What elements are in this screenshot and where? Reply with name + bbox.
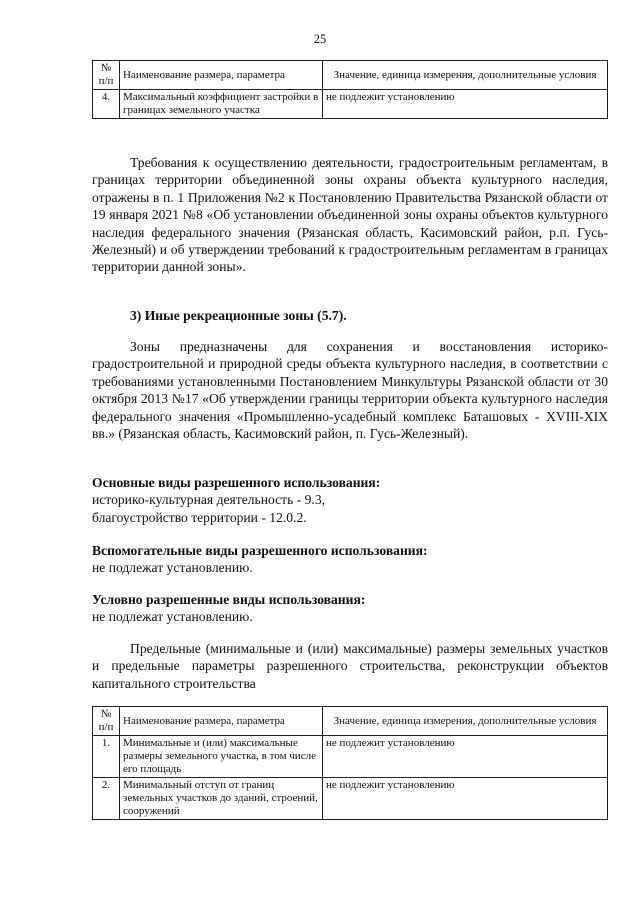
row-value: не подлежит установлению [323,736,608,778]
page-number: 25 [313,32,327,46]
table-row [93,90,608,119]
header-name: Наименование размера, параметра [120,61,323,90]
row-num: 1. [93,736,120,778]
zones-paragraph: Зоны предназначены для сохранения и восстановления историко-градостроительной и природной среды объекта культурного наследия, в соответствии с требованиями установленными Постановлением Минкультуры Рязанской области от 30 октября 2013 №17 «Об утверждении границы территории объекта культурного наследия федерального значения «Промышленно-усадебный комплекс Баташовых - XVIII-XIX вв.» (Рязанская область, Касимовский район, п. Гусь-Железный). [92,339,608,442]
main-uses-heading: Основные виды разрешенного использования: [92,475,381,490]
header-value: Значение, единица измерения, дополнительные условия [323,61,608,90]
aux-uses-heading: Вспомогательные виды разрешенного использования: [92,543,428,558]
main-uses-block [92,474,608,526]
cond-uses-block [92,591,608,626]
main-use-item: историко-культурная деятельность - 9.3, [92,492,326,508]
header-value: Значение, единица измерения, дополнительные условия [323,707,608,736]
parameters-table-bottom [92,706,608,820]
row-num: 2. [93,778,120,820]
row-value: не подлежит установлению [323,778,608,820]
table-row [93,736,608,778]
row-name: Минимальный отступ от границ земельных участков до зданий, строений, сооружений [120,778,323,820]
main-use-item: благоустройство территории - 12.0.2. [92,509,307,525]
header-num: № п/п [93,707,120,736]
heritage-paragraph: Требования к осуществлению деятельности, градостроительным регламентам, в границах территории объединенной зоны охраны объекта культурного наследия, отражены в п. 1 Приложения №2 к Постановлению Правительства Рязанской области от 19 января 2021 №8 «Об установлении объединенной зоны охраны объектов культурного наследия федерального значения (Рязанская область, Касимовский район, р.п. Гусь-Железный) и об утверждении требований к градостроительным регламентам в границах территории данной зоны». [92,155,608,275]
table-header-row [93,61,608,90]
aux-uses-text: не подлежат установлению. [92,560,253,576]
limits-paragraph: Предельные (минимальные и (или) максимальные) размеры земельных участков и предельные параметры разрешенного строительства, реконструкции объектов капитального строительства [92,641,608,691]
aux-uses-block [92,542,608,577]
section-heading: 3) Иные рекреационные зоны (5.7). [130,308,347,323]
row-name: Максимальный коэффициент застройки в границах земельного участка [120,90,323,119]
table-header-row [93,707,608,736]
header-num: № п/п [93,61,120,90]
table-row [93,778,608,820]
row-name: Минимальные и (или) максимальные размеры земельного участка, в том числе его площадь [120,736,323,778]
cond-uses-text: не подлежат установлению. [92,609,253,625]
header-name: Наименование размера, параметра [120,707,323,736]
cond-uses-heading: Условно разрешенные виды использования: [92,592,366,607]
row-value: не подлежит установлению [323,90,608,119]
parameters-table-top [92,60,608,119]
row-num: 4. [93,90,120,119]
